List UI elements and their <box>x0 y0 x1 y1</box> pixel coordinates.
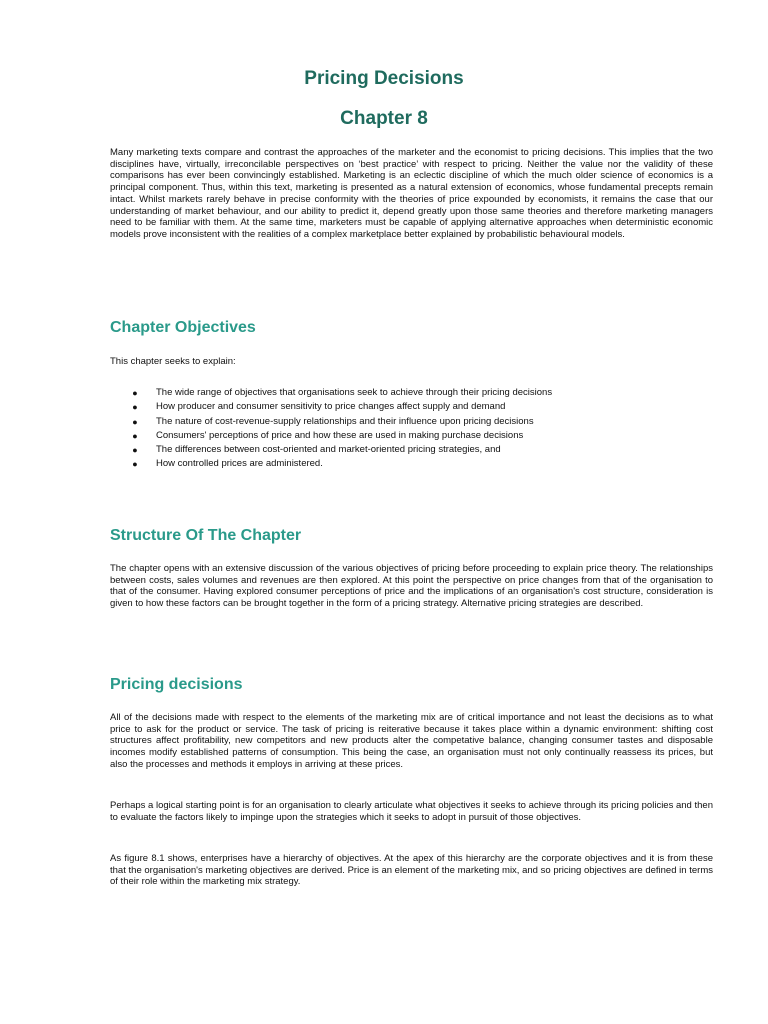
list-item-text: The wide range of objectives that organisations seek to achieve through their pricing decisions <box>156 387 553 398</box>
bullet-icon: ● <box>132 459 138 470</box>
bullet-icon: ● <box>132 402 138 413</box>
list-item <box>110 457 713 471</box>
intro-paragraph: Many marketing texts compare and contrast the approaches of the marketer and the economist to pricing decisions. This implies that the two disciplines have, virtually, irreconcilable perspectives on ‘best practice’ with respect to pricing. Neither the value nor the validity of these comparisons has ever been convincingly established. Marketing is an eclectic discipline of which the much older science of economics is a principal component. Thus, within this text, marketing is presented as a natural extension of economics, whose fundamental precepts remain intact. Whilst markets rarely behave in precise conformity with the theories of price expounded by economists, it remains the case that our understanding of market behaviour, and our ability to predict it, depend greatly upon those same theories and therefore marketing managers need to be familiar with them. At the same time, marketers must be capable of applying alternative approaches when deterministic economic models prove inconsistent with the realities of a complex marketplace better explained by probabilistic behavioural models. <box>110 147 713 240</box>
pricing-paragraph-2: Perhaps a logical starting point is for an organisation to clearly articulate what objectives it seeks to achieve through its pricing policies and then to evaluate the factors likely to impinge upon the strategies which it seeks to adopt in pursuit of those objectives. <box>110 800 713 823</box>
structure-heading: Structure Of The Chapter <box>110 527 302 544</box>
document-title: Pricing Decisions <box>304 68 464 89</box>
bullet-icon: ● <box>132 416 138 427</box>
list-item <box>110 443 713 457</box>
list-item <box>110 429 713 443</box>
list-item-text: The differences between cost-oriented and market-oriented pricing strategies, and <box>156 444 501 456</box>
list-item-text: How controlled prices are administered. <box>156 458 323 470</box>
objectives-heading: Chapter Objectives <box>110 319 256 336</box>
list-item-text: How producer and consumer sensitivity to price changes affect supply and demand <box>156 401 506 413</box>
list-item <box>110 415 713 429</box>
pricing-paragraph-3: As figure 8.1 shows, enterprises have a hierarchy of objectives. At the apex of this hierarchy are the corporate objectives and it is from these that the organisation's marketing objectives are derived. Price is an element of the marketing mix, and so pricing objectives are defined in terms of their role within the marketing mix strategy. <box>110 853 713 888</box>
list-item-text: The nature of cost-revenue-supply relationships and their influence upon pricing decisions <box>156 415 534 427</box>
list-item <box>110 386 713 400</box>
bullet-icon: ● <box>132 388 138 398</box>
objectives-lead: This chapter seeks to explain: <box>110 356 236 367</box>
bullet-icon: ● <box>132 430 138 441</box>
pricing-heading: Pricing decisions <box>110 676 243 693</box>
chapter-number: Chapter 8 <box>340 108 428 129</box>
list-item <box>110 400 713 414</box>
objectives-list <box>110 386 713 472</box>
list-item-text: Consumers' perceptions of price and how these are used in making purchase decisions <box>156 429 524 441</box>
structure-paragraph: The chapter opens with an extensive discussion of the various objectives of pricing before proceeding to explain price theory. The relationships between costs, sales volumes and revenues are then explored. At this point the perspective on price changes from that of the organisation to that of the consumer. Having explored consumer perceptions of price and the implications of an organisation's cost structure, consideration is given to how these factors can be brought together in the form of a pricing strategy. Alternative pricing strategies are described. <box>110 563 713 610</box>
bullet-icon: ● <box>132 445 138 456</box>
pricing-paragraph-1: All of the decisions made with respect to the elements of the marketing mix are of critical importance and not least the decisions as to what price to ask for the product or service. The task of pricing is reiterative because it takes place within a dynamic environment: shifting cost structures affect profitability, new competitors and new products alter the competative balance, changing consumer tastes and disposable incomes modify established patterns of consumption. This being the case, an organisation must not only continually reassess its prices, but also the processes and methods it employs in arriving at these prices. <box>110 712 713 770</box>
